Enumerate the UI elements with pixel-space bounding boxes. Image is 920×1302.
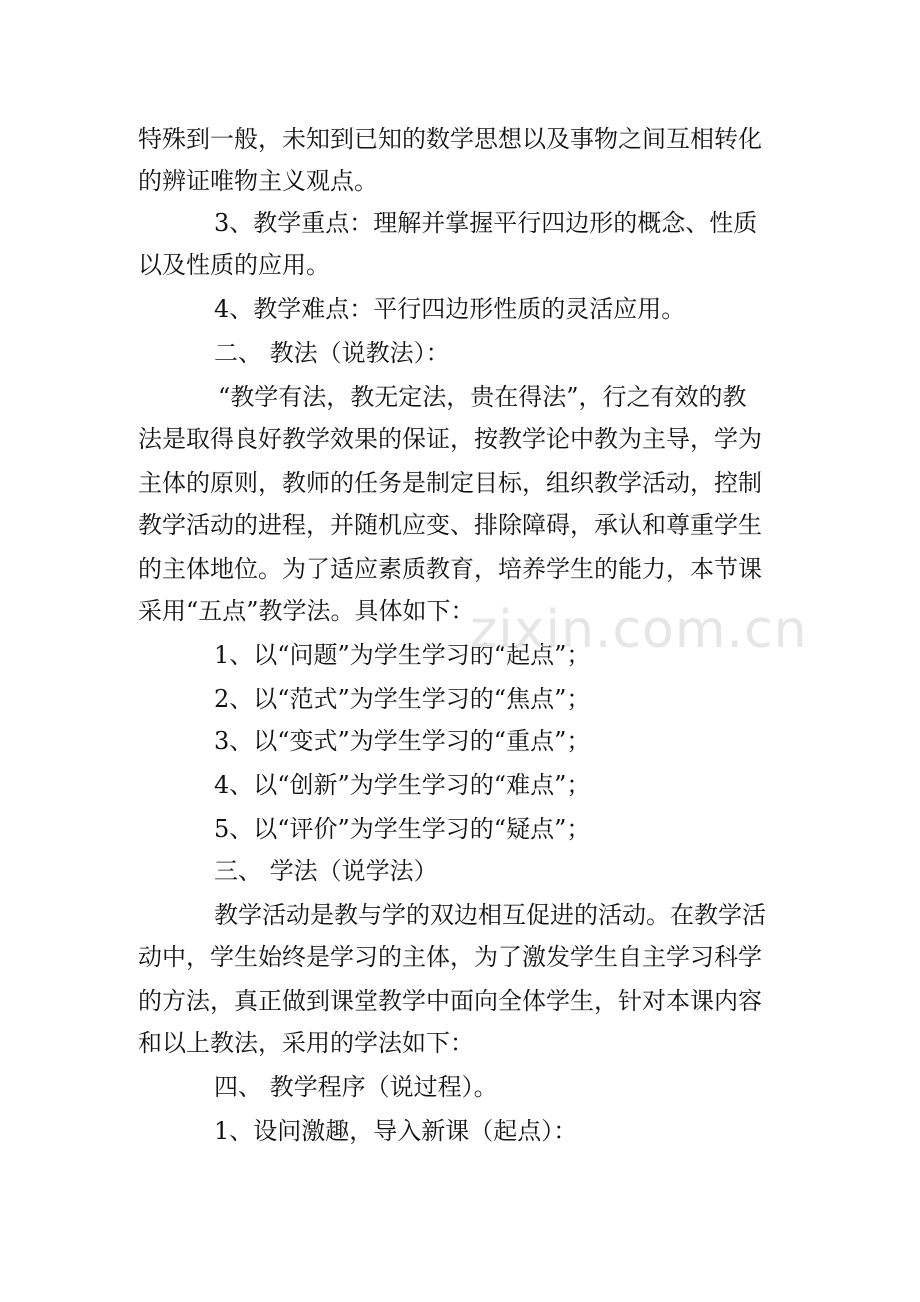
text-line: “教学有法，教无定法，贵在得法”，行之有效的教	[218, 383, 747, 411]
text-line: 法是取得良好教学效果的保证，按教学论中教为主导，学为	[138, 425, 762, 453]
section-heading: 二、 教法（说教法）：	[214, 339, 450, 367]
text-line: 教学活动的进程，并随机应变、排除障碍，承认和尊重学生	[138, 511, 762, 539]
text-line: 4、教学难点：平行四边形性质的灵活应用。	[214, 295, 686, 323]
text-line: 采用“五点”教学法。具体如下：	[138, 597, 475, 625]
text-line: 和以上教法，采用的学法如下：	[138, 1029, 474, 1057]
list-item: 2、以“范式”为学生学习的“焦点”；	[214, 685, 591, 713]
text-line: 的辨证唯物主义观点。	[138, 167, 378, 195]
section-heading: 三、 学法（说学法）	[214, 857, 438, 885]
list-item: 3、以“变式”为学生学习的“重点”；	[214, 727, 591, 755]
text-line: 教学活动是教与学的双边相互促进的活动。在教学活	[214, 901, 766, 929]
watermark: zixin.com.cn	[470, 600, 808, 660]
section-heading: 四、 教学程序（说过程）。	[214, 1073, 498, 1101]
text-line: 1、设问激趣，导入新课（起点）：	[214, 1117, 578, 1145]
text-line: 主体的原则，教师的任务是制定目标，组织教学活动，控制	[138, 469, 762, 497]
text-line: 3、教学重点：理解并掌握平行四边形的概念、性质	[214, 209, 758, 237]
text-line: 的主体地位。为了适应素质教育，培养学生的能力，本节课	[138, 555, 762, 583]
list-item: 4、以“创新”为学生学习的“难点”；	[214, 771, 591, 799]
text-line: 以及性质的应用。	[138, 251, 330, 279]
text-line: 的方法，真正做到课堂教学中面向全体学生，针对本课内容	[138, 987, 762, 1015]
text-line: 特殊到一般，未知到已知的数学思想以及事物之间互相转化	[138, 125, 762, 153]
text-line: 动中，学生始终是学习的主体，为了激发学生自主学习科学	[138, 943, 762, 971]
list-item: 1、以“问题”为学生学习的“起点”；	[214, 641, 591, 669]
list-item: 5、以“评价”为学生学习的“疑点”；	[214, 815, 591, 843]
